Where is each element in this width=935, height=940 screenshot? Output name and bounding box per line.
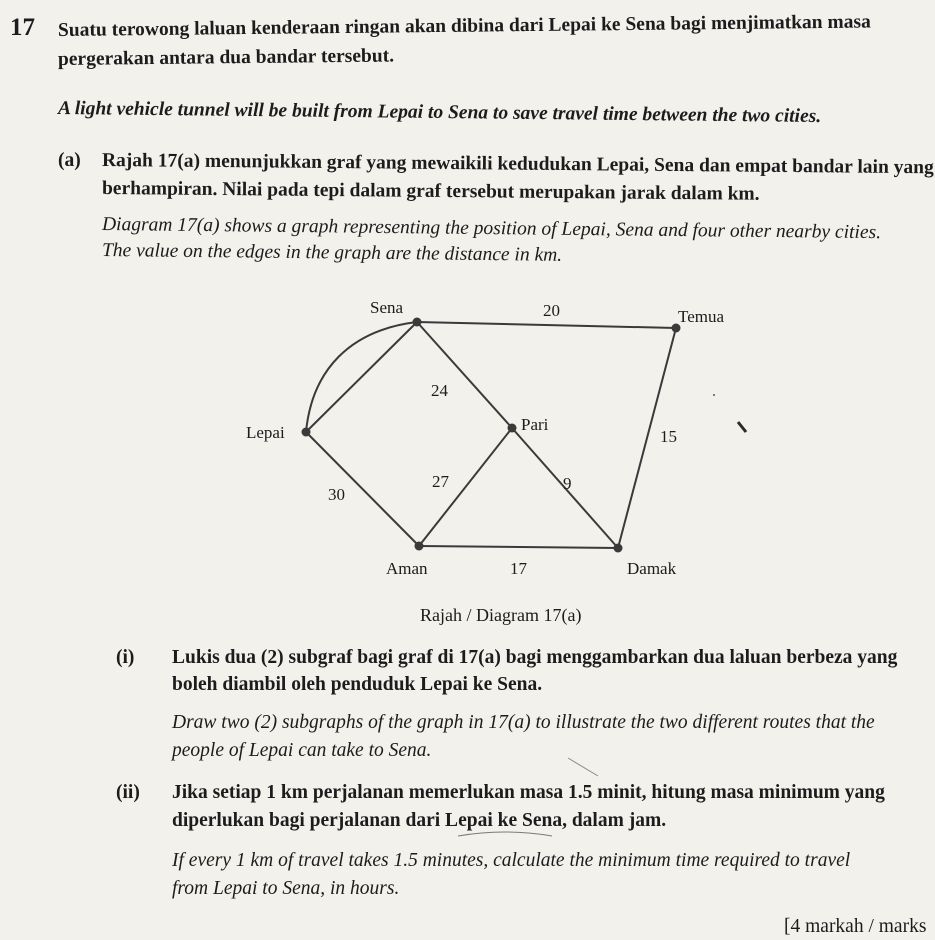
part-a-label: (a) bbox=[58, 150, 81, 171]
weight-aman-damak: 17 bbox=[510, 559, 527, 578]
intro-en: A light vehicle tunnel will be built from Lepai to Sena to save travel time between the two cities. bbox=[57, 98, 822, 127]
part-ii-en-line2: from Lepai to Sena, in hours. bbox=[172, 878, 400, 899]
part-ii-ms-line2: diperlukan bagi perjalanan dari Lepai ke Sena, dalam jam. bbox=[172, 810, 667, 831]
label-temua: Temua bbox=[678, 307, 725, 326]
weight-sena-pari: 24 bbox=[431, 381, 448, 400]
part-ii-ms-line1: Jika setiap 1 km perjalanan memerlukan masa 1.5 minit, hitung masa minimum yang bbox=[172, 782, 885, 803]
part-ii-label: (ii) bbox=[116, 782, 140, 803]
part-i-en-line2: people of Lepai can take to Sena. bbox=[172, 740, 432, 761]
weight-sena-temua: 20 bbox=[543, 301, 560, 320]
part-a-en-line2: The value on the edges in the graph are the distance in km. bbox=[101, 240, 563, 266]
part-i-ms-line2: boleh diambil oleh penduduk Lepai ke Sena. bbox=[172, 674, 543, 695]
weight-pari-aman: 27 bbox=[432, 472, 449, 491]
part-a-ms-line2: berhampiran. Nilai pada tepi dalam graf tersebut merupakan jarak dalam km. bbox=[101, 178, 760, 205]
intro-ms-line2: pergerakan antara dua bandar tersebut. bbox=[57, 45, 395, 70]
question-number: 17 bbox=[10, 14, 35, 41]
weight-temua-damak: 15 bbox=[660, 427, 677, 446]
label-pari: Pari bbox=[521, 415, 549, 434]
label-aman: Aman bbox=[386, 559, 428, 578]
label-damak: Damak bbox=[627, 559, 677, 578]
pencil-tick bbox=[568, 758, 598, 776]
intro-ms-line1: Suatu terowong laluan kenderaan ringan akan dibina dari Lepai ke Sena bagi menjimatkan masa bbox=[57, 11, 871, 41]
part-i-en-line1: Draw two (2) subgraphs of the graph in 17(a) to illustrate the two different routes that the bbox=[172, 712, 875, 733]
diagram-caption: Rajah / Diagram 17(a) bbox=[420, 605, 582, 625]
part-i-label: (i) bbox=[116, 647, 135, 668]
weight-pari-damak: 9 bbox=[563, 474, 572, 493]
label-lepai: Lepai bbox=[246, 423, 285, 442]
label-sena: Sena bbox=[370, 298, 404, 317]
part-a-en-line1: Diagram 17(a) shows a graph representing the position of Lepai, Sena and four other nearby cities. bbox=[101, 214, 882, 244]
part-i-ms-line1: Lukis dua (2) subgraf bagi graf di 17(a) bagi menggambarkan dua laluan berbeza yang bbox=[172, 647, 898, 668]
part-ii-en-line1: If every 1 km of travel takes 1.5 minutes, calculate the minimum time required to travel bbox=[172, 850, 851, 871]
weight-lepai-aman: 30 bbox=[328, 485, 345, 504]
marks-allocation: [4 markah / marks bbox=[784, 916, 927, 937]
part-a-ms-line1: Rajah 17(a) menunjukkan graf yang mewaikili kedudukan Lepai, Sena dan empat bandar lain yang bbox=[101, 150, 934, 179]
